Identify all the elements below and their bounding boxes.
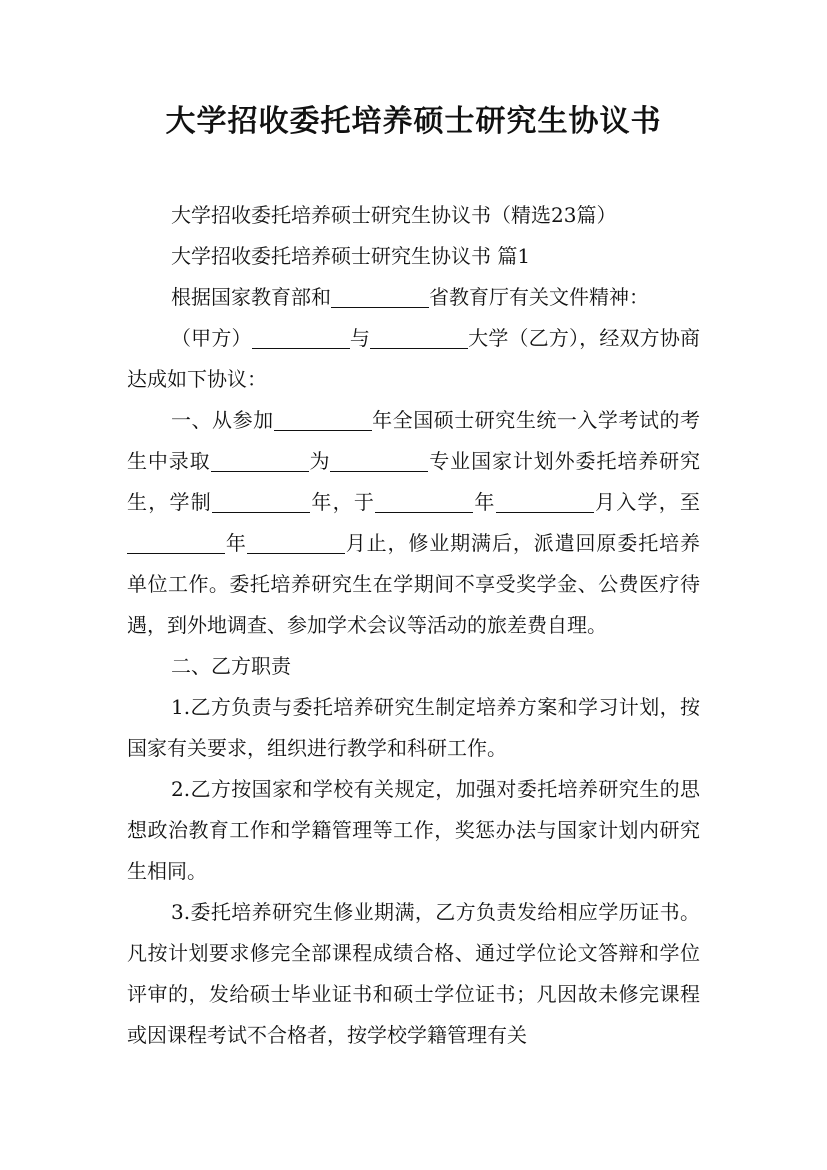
university-blank[interactable] <box>370 328 468 349</box>
clause-one-c: 为 <box>308 449 331 473</box>
basis-text-b: 省教育厅有关文件精神： <box>429 285 649 309</box>
province-blank[interactable] <box>331 287 429 308</box>
clause-one-h: 年 <box>225 531 247 555</box>
exam-year-blank[interactable] <box>274 410 372 431</box>
parties-paragraph <box>127 318 700 400</box>
clause-two-item-1: 1.乙方负责与委托培养研究生制定培养方案和学习计划，按国家有关要求，组织进行教学和科研工作。 <box>127 695 700 760</box>
subtitle-line: 大学招收委托培养硕士研究生协议书（精选23篇） <box>171 203 617 227</box>
clause-two-item-2: 2.乙方按国家和学校有关规定，加强对委托培养研究生的思想政治教育工作和学籍管理等工作，奖惩办法与国家计划内研究生相同。 <box>127 777 700 883</box>
document-body <box>127 195 700 1056</box>
clause-two-item-3: 3.委托培养研究生修业期满，乙方负责发给相应学历证书。凡按计划要求修完全部课程成绩合格、通过学位论文答辩和学位评审的，发给硕士毕业证书和硕士学位证书；凡因故未修完课程或因课程考试不合格者，按学校学籍管理有关 <box>127 900 700 1047</box>
clause-one-b: 年全国硕士研究生统一入学考试的考生中录取 <box>127 408 701 473</box>
clause-one-g: 月入学，至 <box>593 490 701 514</box>
clause-one-e: 年，于 <box>310 490 376 514</box>
major-blank[interactable] <box>330 451 428 472</box>
clause-two-heading: 二、乙方职责 <box>171 654 291 678</box>
clause-one-d: 专业国家计划外委托培养研究生，学制 <box>127 449 701 514</box>
party-a-blank[interactable] <box>252 328 350 349</box>
end-year-blank[interactable] <box>127 533 225 554</box>
start-month-blank[interactable] <box>496 492 594 513</box>
duration-blank[interactable] <box>212 492 310 513</box>
start-year-blank[interactable] <box>375 492 473 513</box>
parties-text-c: 大学（乙方），经双方协商达成如下协议： <box>127 326 701 391</box>
basis-paragraph <box>127 277 700 318</box>
parties-text-a: （甲方） <box>171 326 252 350</box>
clause-one-i: 月止，修业期满后，派遣回原委托培养单位工作。委托培养研究生在学期间不享受奖学金、公费医疗待遇，到外地调查、参加学术会议等活动的旅差费自理。 <box>127 531 701 637</box>
clause-one-a: 一、从参加 <box>171 408 274 432</box>
parties-text-b: 与 <box>349 326 371 350</box>
clause-one <box>127 400 700 646</box>
admit-count-blank[interactable] <box>211 451 309 472</box>
document-title: 大学招收委托培养硕士研究生协议书 <box>165 104 662 139</box>
section-heading: 大学招收委托培养硕士研究生协议书 篇1 <box>171 244 531 268</box>
end-month-blank[interactable] <box>247 533 345 554</box>
clause-one-f: 年 <box>473 490 496 514</box>
basis-text-a: 根据国家教育部和 <box>171 285 331 309</box>
